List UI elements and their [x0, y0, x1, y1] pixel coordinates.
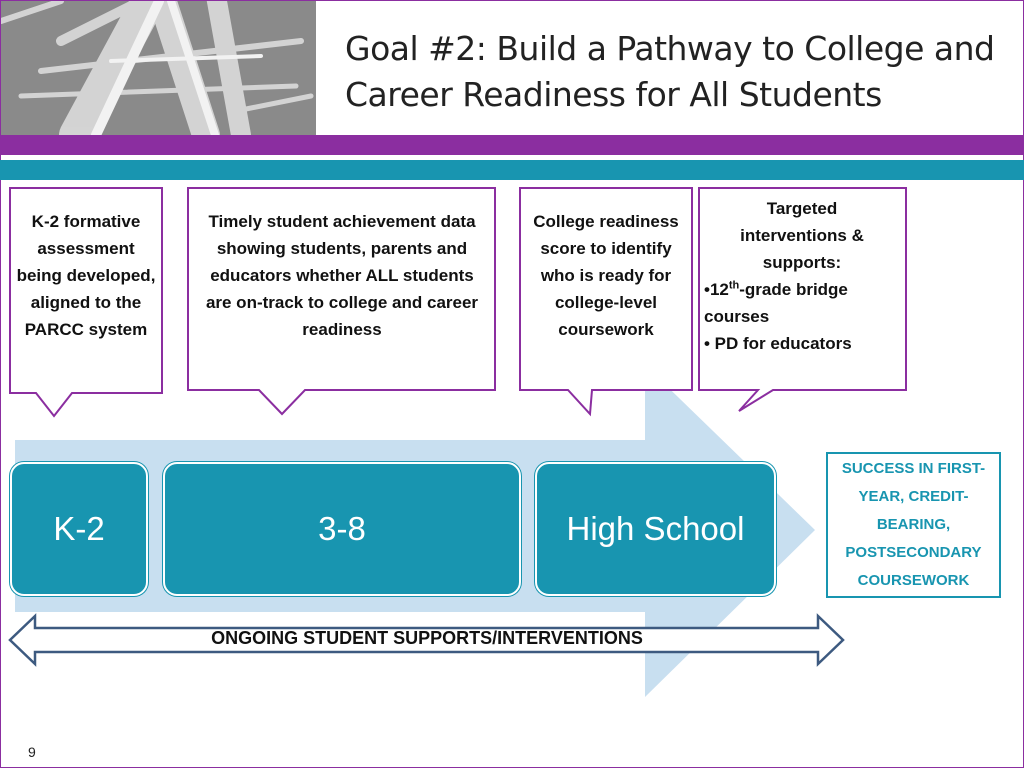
interventions-heading: Targeted interventions & supports: — [740, 199, 864, 272]
slide-title: Goal #2: Build a Pathway to College and Career Readiness for All Students — [345, 29, 995, 114]
outcome-text: SUCCESS IN FIRST-YEAR, CREDIT-BEARING, POSTSECONDARY COURSEWORK — [841, 460, 986, 589]
bullet-bridge-text: -grade bridge courses — [704, 280, 848, 326]
callout-text-k2: K-2 formative assessment being developed, aligned to the PARCC system — [16, 212, 156, 339]
ongoing-supports-label: ONGOING STUDENT SUPPORTS/INTERVENTIONS — [211, 628, 643, 648]
callout-text-3-8: Timely student achievement data showing students, parents and educators whether ALL students are on-track to college and career readiness — [205, 212, 479, 339]
stage-k2: K-2 — [10, 462, 148, 596]
outcome-box — [826, 452, 1001, 598]
page-number: 9 — [28, 744, 36, 760]
bullet-pd-educators: • PD for educators — [704, 334, 852, 353]
bullet-grade: 12 — [709, 280, 729, 299]
callout-text-interventions — [704, 195, 900, 357]
bullet-marker: • — [704, 280, 710, 299]
bullet-bridge-courses — [704, 276, 900, 330]
callout-text-high-school: College readiness score to identify who is ready for college-level coursework — [533, 212, 679, 339]
stage-3-8: 3-8 — [163, 462, 521, 596]
bullet-superscript: th — [728, 279, 740, 292]
stage-high-school: High School — [535, 462, 776, 596]
